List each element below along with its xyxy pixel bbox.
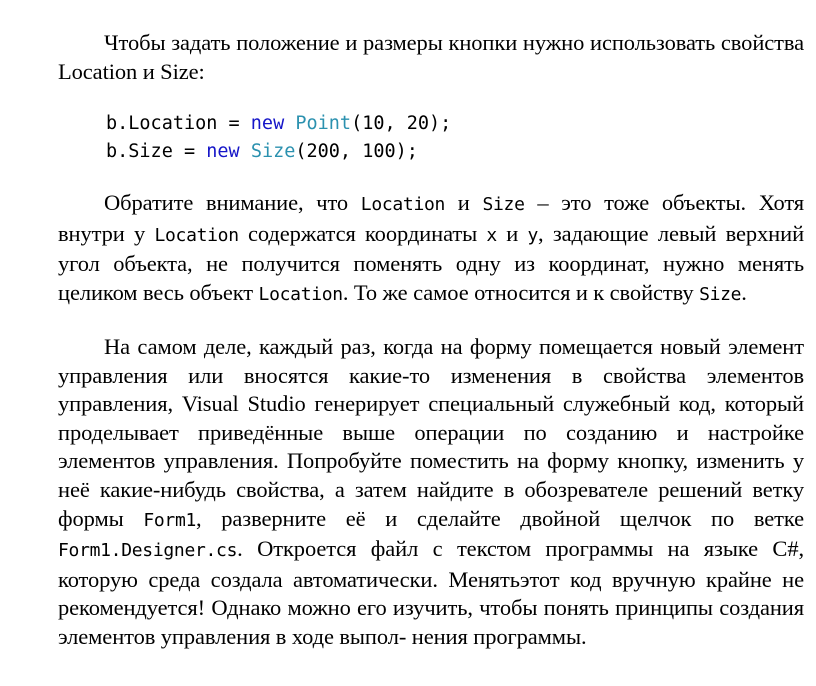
code-object: b.Size = xyxy=(106,141,207,162)
text-run: . Откроется файл с текстом программы на языке C#, которую среда создала автоматически. Менятьэтот код вручную крайне не рекомендуется! Однако можно его изучить, чтобы понять принципы создания элементов управления в ходе выпол- нения программы. xyxy=(58,536,804,649)
text-run: и xyxy=(445,190,483,215)
text-run: и xyxy=(496,220,528,246)
inline-code: Location xyxy=(258,283,343,305)
code-keyword: new xyxy=(206,141,240,162)
code-keyword: new xyxy=(250,113,285,134)
inline-code: Location xyxy=(360,194,446,215)
inline-code: Size xyxy=(482,194,525,215)
inline-code: Location xyxy=(154,224,239,246)
paragraph-visual-studio xyxy=(58,333,804,652)
text-run: , задающие левый верхний угол объекта, не получится поменять одну из координат, нужно менять целиком весь объект xyxy=(58,220,805,305)
paragraph-intro-text: Чтобы задать положение и размеры кнопки нужно использовать свойства Location и Size: xyxy=(58,30,804,84)
text-run: На самом деле, каждый раз, когда на форму помещается новый элемент управления или вносятся какие-то изменения в свойства элементов управления, Visual Studio генерирует специальный служебный код, который проделывает приведённые выше операции по созданию и настройке элементов управления. Попробуйте поместить на форму кнопку, изменить у неё какие-нибудь свойства, а затем найдите в обозревателе решений ветку формы xyxy=(58,334,804,531)
code-line-location xyxy=(106,110,451,138)
code-type: Size xyxy=(250,141,296,162)
inline-code: x xyxy=(486,224,497,246)
text-run: , разверните её и сделайте двойной щелчок по ветке xyxy=(196,505,804,531)
code-args: (10, 20); xyxy=(351,113,452,134)
text-run: . То же самое относится и к свойству xyxy=(342,279,700,305)
code-block xyxy=(106,110,451,166)
paragraph-intro xyxy=(58,29,804,86)
inline-code: Form1 xyxy=(143,509,197,531)
code-args: (200, 100); xyxy=(295,141,418,162)
code-type: Point xyxy=(295,113,352,134)
text-run: содержатся координаты xyxy=(238,220,487,246)
code-space xyxy=(284,113,295,134)
inline-code: Size xyxy=(699,283,742,305)
text-run: Обратите внимание, что xyxy=(104,190,361,215)
text-run: – это тоже объекты. Хотя внутри у xyxy=(58,190,805,246)
code-object: b.Location = xyxy=(106,113,251,134)
code-space xyxy=(240,141,251,162)
code-line-size xyxy=(106,138,451,166)
inline-code: y xyxy=(527,224,539,246)
inline-code: Form1.Designer.cs xyxy=(58,540,238,562)
text-run: . xyxy=(741,279,747,305)
paragraph-location-size xyxy=(58,189,804,309)
